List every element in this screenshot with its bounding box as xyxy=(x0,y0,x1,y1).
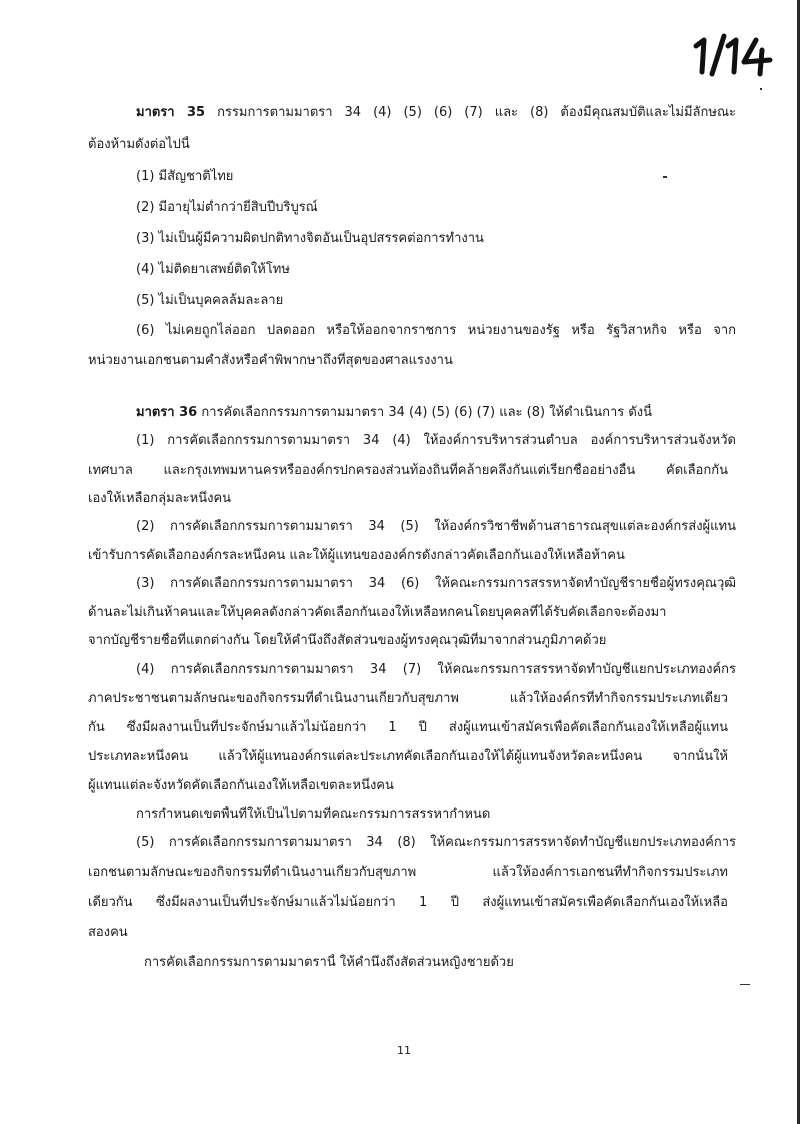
section36-p3-line2: ด้านละไม่เกินห้าคนและให้บุคคลดังกล่าวคัดเลือกกันเองให้เหลือหกคนโดยบุคคลที่ได้รับคัดเลือกจะต้องมา xyxy=(88,605,667,620)
section36-intro-text: การคัดเลือกกรรมการตามมาตรา 34 (4) (5) (6) (7) และ (8) ให้ดำเนินการ ดังนี้ xyxy=(201,405,653,420)
section36-p5-line3: เดียวกัน ซึ่งมีผลงานเป็นที่ประจักษ์มาแล้วไม่น้อยกว่า 1 ปี ส่งผู้แทนเข้าสมัครเพื่อคัดเลือกกันเองให้เหลือ xyxy=(88,895,728,910)
section36-p1-line2: เทศบาล และกรุงเทพมหานครหรือองค์กรปกครองส่วนท้องถิ่นที่คล้ายคลึงกันแต่เรียกชื่ออย่างอื่น คัดเลือกกัน xyxy=(88,463,728,478)
section36-p1-line3: เองให้เหลือกลุ่มละหนึ่งคน xyxy=(88,491,232,506)
section36-p5-line1: (5) การคัดเลือกกรรมการตามมาตรา 34 (8) ให้คณะกรรมการสรรหาจัดทำบัญชีแยกประเภทองค์การ xyxy=(136,835,736,850)
section36-p5-line4: สองคน xyxy=(88,925,128,940)
section36-p4-line5: ผู้แทนแต่ละจังหวัดคัดเลือกกันเองให้เหลือเขตละหนึ่งคน xyxy=(88,778,394,793)
scan-speck xyxy=(740,984,750,985)
section36-p4-line1: (4) การคัดเลือกกรรมการตามมาตรา 34 (7) ให้คณะกรรมการสรรหาจัดทำบัญชีแยกประเภทองค์กร xyxy=(136,662,736,677)
page-number: 11 xyxy=(397,1044,411,1057)
handwritten-note-glyphs xyxy=(690,30,780,78)
section36-p4-line4: ประเภทละหนึ่งคน แล้วให้ผู้แทนองค์กรแต่ละประเภทคัดเลือกกันเองให้ได้ผู้แทนจังหวัดละหนึ่งคน จากนั้นให้ xyxy=(88,749,728,764)
section36-p1-line1: (1) การคัดเลือกกรรมการตามมาตรา 34 (4) ให้องค์การบริหารส่วนตำบล องค์การบริหารส่วนจังหวัด xyxy=(136,433,736,448)
section36-p3-line3: จากบัญชีรายชื่อที่แตกต่างกัน โดยให้คำนึงถึงสัดส่วนของผู้ทรงคุณวุฒิที่มาจากส่วนภูมิภาคด้วย xyxy=(88,633,607,648)
section36-p2-line1: (2) การคัดเลือกกรรมการตามมาตรา 34 (5) ให้องค์กรวิชาชีพด้านสาธารณสุขแต่ละองค์กรส่งผู้แทน xyxy=(136,519,736,534)
scan-speck xyxy=(760,88,762,90)
section35-item-3: (3) ไม่เป็นผู้มีความผิดปกติทางจิตอันเป็นอุปสรรคต่อการทำงาน xyxy=(136,231,484,246)
section36-intro xyxy=(136,404,736,422)
section36-p5-line2: เอกชนตามลักษณะของกิจกรรมที่ดำเนินงานเกี่ยวกับสุขภาพ แล้วให้องค์การเอกชนที่ทำกิจกรรมประเภท xyxy=(88,865,728,880)
section36-p3-line1: (3) การคัดเลือกกรรมการตามมาตรา 34 (6) ให้คณะกรรมการสรรหาจัดทำบัญชีรายชื่อผู้ทรงคุณวุฒิ xyxy=(136,576,736,591)
scan-speck xyxy=(663,176,667,178)
section35-item-6-line2: หน่วยงานเอกชนตามคำสั่งหรือคำพิพากษาถึงที่สุดของศาลแรงงาน xyxy=(88,353,453,368)
section35-intro-line2: ต้องห้ามดังต่อไปนี้ xyxy=(88,137,190,152)
section36-p4-note: การกำหนดเขตพื้นที่ให้เป็นไปตามที่คณะกรรมการสรรหากำหนด xyxy=(136,807,491,822)
section35-item-2: (2) มีอายุไม่ต่ำกว่ายี่สิบปีบริบูรณ์ xyxy=(136,200,318,215)
section35-item-5: (5) ไม่เป็นบุคคลล้มละลาย xyxy=(136,293,284,308)
section35-item-6-line1: (6) ไม่เคยถูกไล่ออก ปลดออก หรือให้ออกจากราชการ หน่วยงานของรัฐ หรือ รัฐวิสาหกิจ หรือ จาก xyxy=(136,323,736,338)
section36-heading: มาตรา 36 xyxy=(136,405,198,420)
section36-p2-line2: เข้ารับการคัดเลือกองค์กรละหนึ่งคน และให้ผู้แทนขององค์กรดังกล่าวคัดเลือกกันเองให้เหลือห้าคน xyxy=(88,548,625,563)
section35-item-1: (1) มีสัญชาติไทย xyxy=(136,169,234,184)
section36-p4-line3: กัน ซึ่งมีผลงานเป็นที่ประจักษ์มาแล้วไม่น้อยกว่า 1 ปี ส่งผู้แทนเข้าสมัครเพื่อคัดเลือกกันเองให้เหลือผู้แทน xyxy=(88,720,728,735)
section36-p4-line2: ภาคประชาชนตามลักษณะของกิจกรรมที่ดำเนินงานเกี่ยวกับสุขภาพ แล้วให้องค์กรที่ทำกิจกรรมประเภทเดียว xyxy=(88,691,728,706)
section35-intro-text: กรรมการตามมาตรา 34 (4) (5) (6) (7) และ (8) ต้องมีคุณสมบัติและไม่มีลักษณะ xyxy=(217,105,736,120)
section35-intro-line1 xyxy=(136,104,736,122)
section35-item-4: (4) ไม่ติดยาเสพย์ติดให้โทษ xyxy=(136,262,290,277)
handwritten-page-marker xyxy=(690,30,780,78)
section35-heading: มาตรา 35 xyxy=(136,105,206,120)
section36-closing: การคัดเลือกกรรมการตามมาตรานี้ ให้คำนึงถึงสัดส่วนหญิงชายด้วย xyxy=(144,955,514,970)
